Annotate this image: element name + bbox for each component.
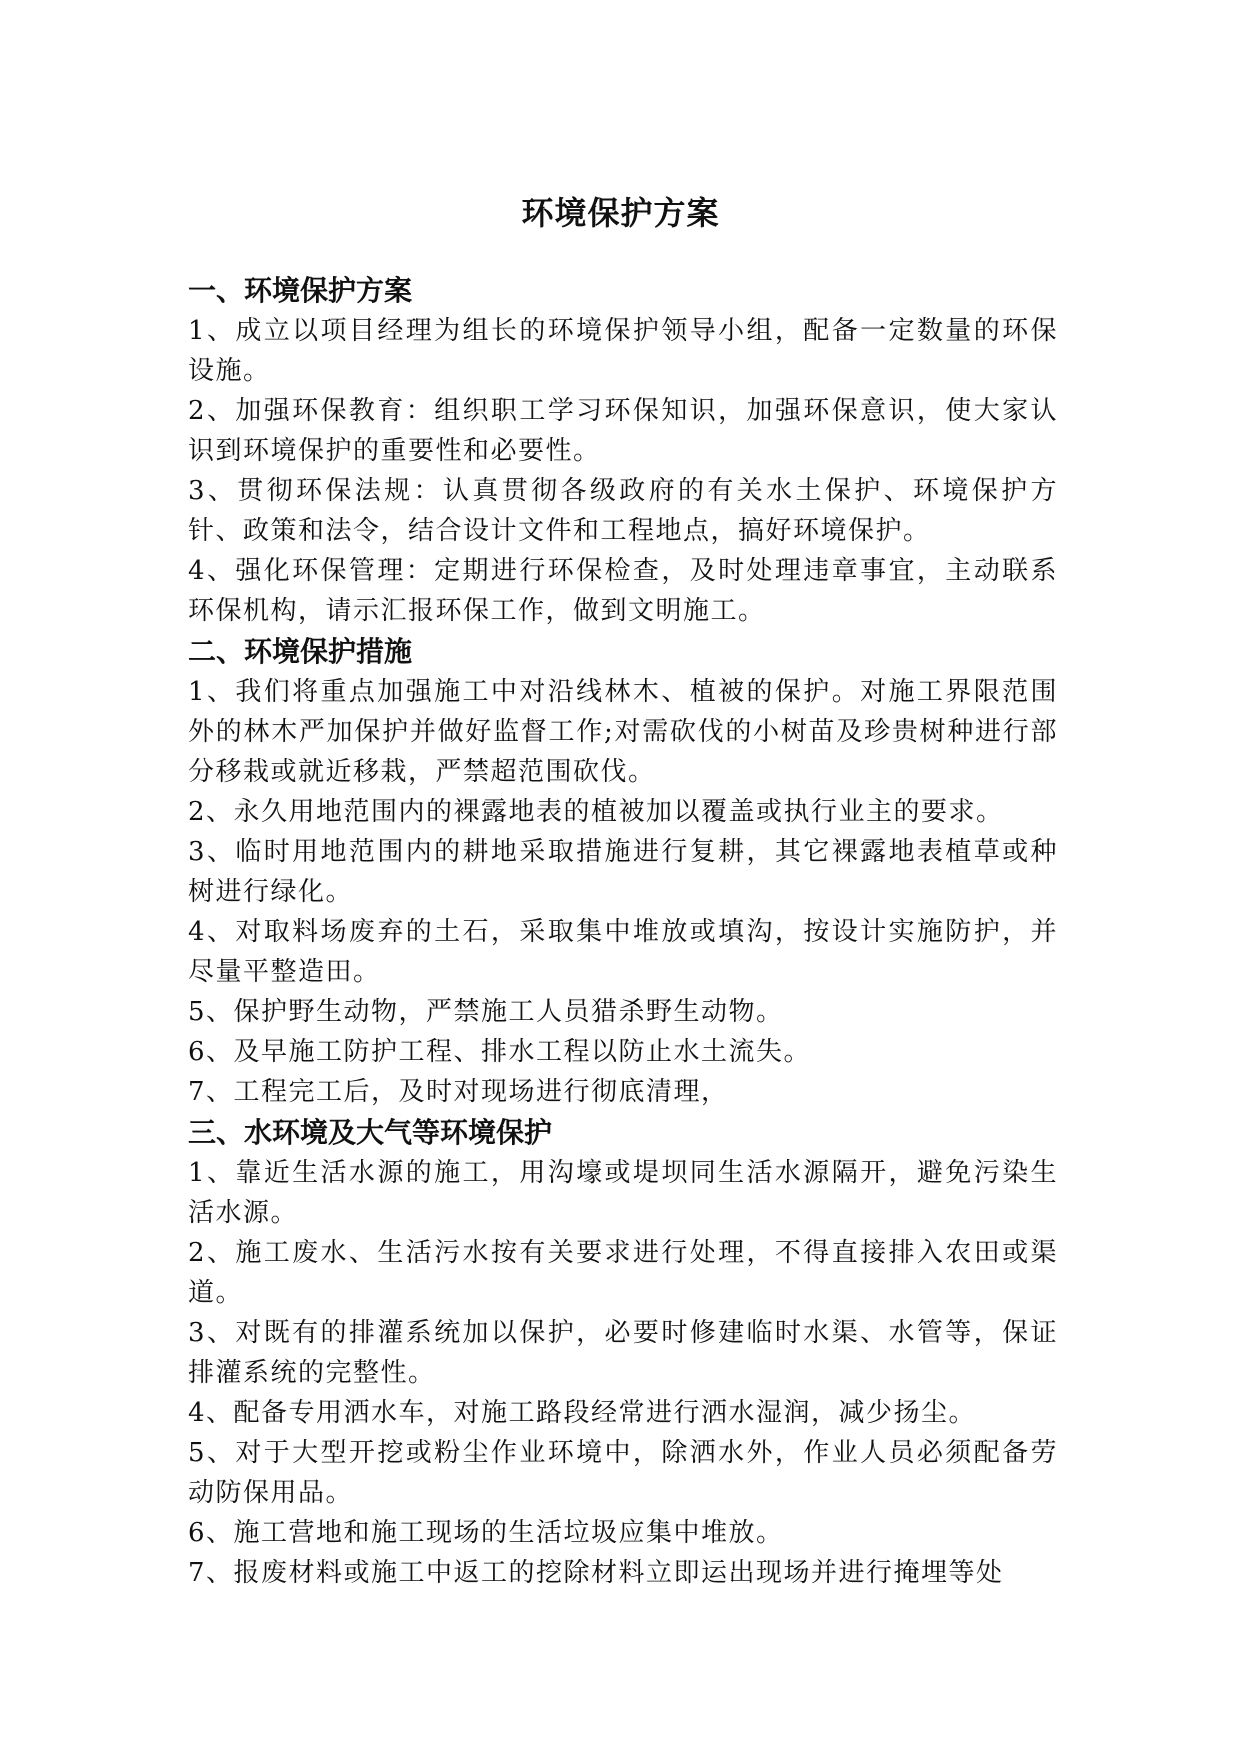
list-item: 2、永久用地范围内的裸露地表的植被加以覆盖或执行业主的要求。	[188, 797, 1004, 827]
list-item: 3、贯彻环保法规：认真贯彻各级政府的有关水土保护、环境保护方针、政策和法令，结合设计文件和工程地点，搞好环境保护。	[188, 476, 1058, 546]
list-item: 2、施工废水、生活污水按有关要求进行处理，不得直接排入农田或渠道。	[188, 1238, 1058, 1308]
list-item: 6、及早施工防护工程、排水工程以防止水土流失。	[188, 1037, 812, 1067]
document-body	[188, 270, 1058, 1593]
list-item: 4、强化环保管理：定期进行环保检查，及时处理违章事宜，主动联系环保机构，请示汇报环保工作，做到文明施工。	[188, 556, 1058, 626]
list-item: 3、临时用地范围内的耕地采取措施进行复耕，其它裸露地表植草或种树进行绿化。	[188, 837, 1058, 907]
section-1	[188, 270, 1058, 631]
section-heading: 二、环境保护措施	[188, 635, 413, 668]
list-item: 3、对既有的排灌系统加以保护，必要时修建临时水渠、水管等，保证排灌系统的完整性。	[188, 1318, 1058, 1388]
section-3	[188, 1112, 1058, 1593]
list-item: 4、对取料场废弃的土石，采取集中堆放或填沟，按设计实施防护，并尽量平整造田。	[188, 917, 1058, 987]
list-item: 4、配备专用洒水车，对施工路段经常进行洒水湿润，减少扬尘。	[188, 1398, 977, 1428]
list-item: 7、报废材料或施工中返工的挖除材料立即运出现场并进行掩埋等处	[188, 1558, 1004, 1588]
list-item: 1、我们将重点加强施工中对沿线林木、植被的保护。对施工界限范围外的林木严加保护并做好监督工作;对需砍伐的小树苗及珍贵树种进行部分移栽或就近移栽，严禁超范围砍伐。	[188, 677, 1058, 787]
section-heading: 一、环境保护方案	[188, 274, 413, 307]
list-item: 1、成立以项目经理为组长的环境保护领导小组，配备一定数量的环保设施。	[188, 316, 1058, 386]
list-item: 1、靠近生活水源的施工，用沟壕或堤坝同生活水源隔开，避免污染生活水源。	[188, 1158, 1058, 1228]
document-title: 环境保护方案	[521, 194, 720, 233]
list-item: 7、工程完工后，及时对现场进行彻底清理，	[188, 1077, 729, 1107]
section-heading: 三、水环境及大气等环境保护	[188, 1116, 553, 1149]
list-item: 5、保护野生动物，严禁施工人员猎杀野生动物。	[188, 997, 784, 1027]
list-item: 2、加强环保教育：组织职工学习环保知识，加强环保意识，使大家认识到环境保护的重要性和必要性。	[188, 396, 1058, 466]
list-item: 6、施工营地和施工现场的生活垃圾应集中堆放。	[188, 1518, 784, 1548]
section-2	[188, 631, 1058, 1112]
list-item: 5、对于大型开挖或粉尘作业环境中，除洒水外，作业人员必须配备劳动防保用品。	[188, 1438, 1058, 1508]
